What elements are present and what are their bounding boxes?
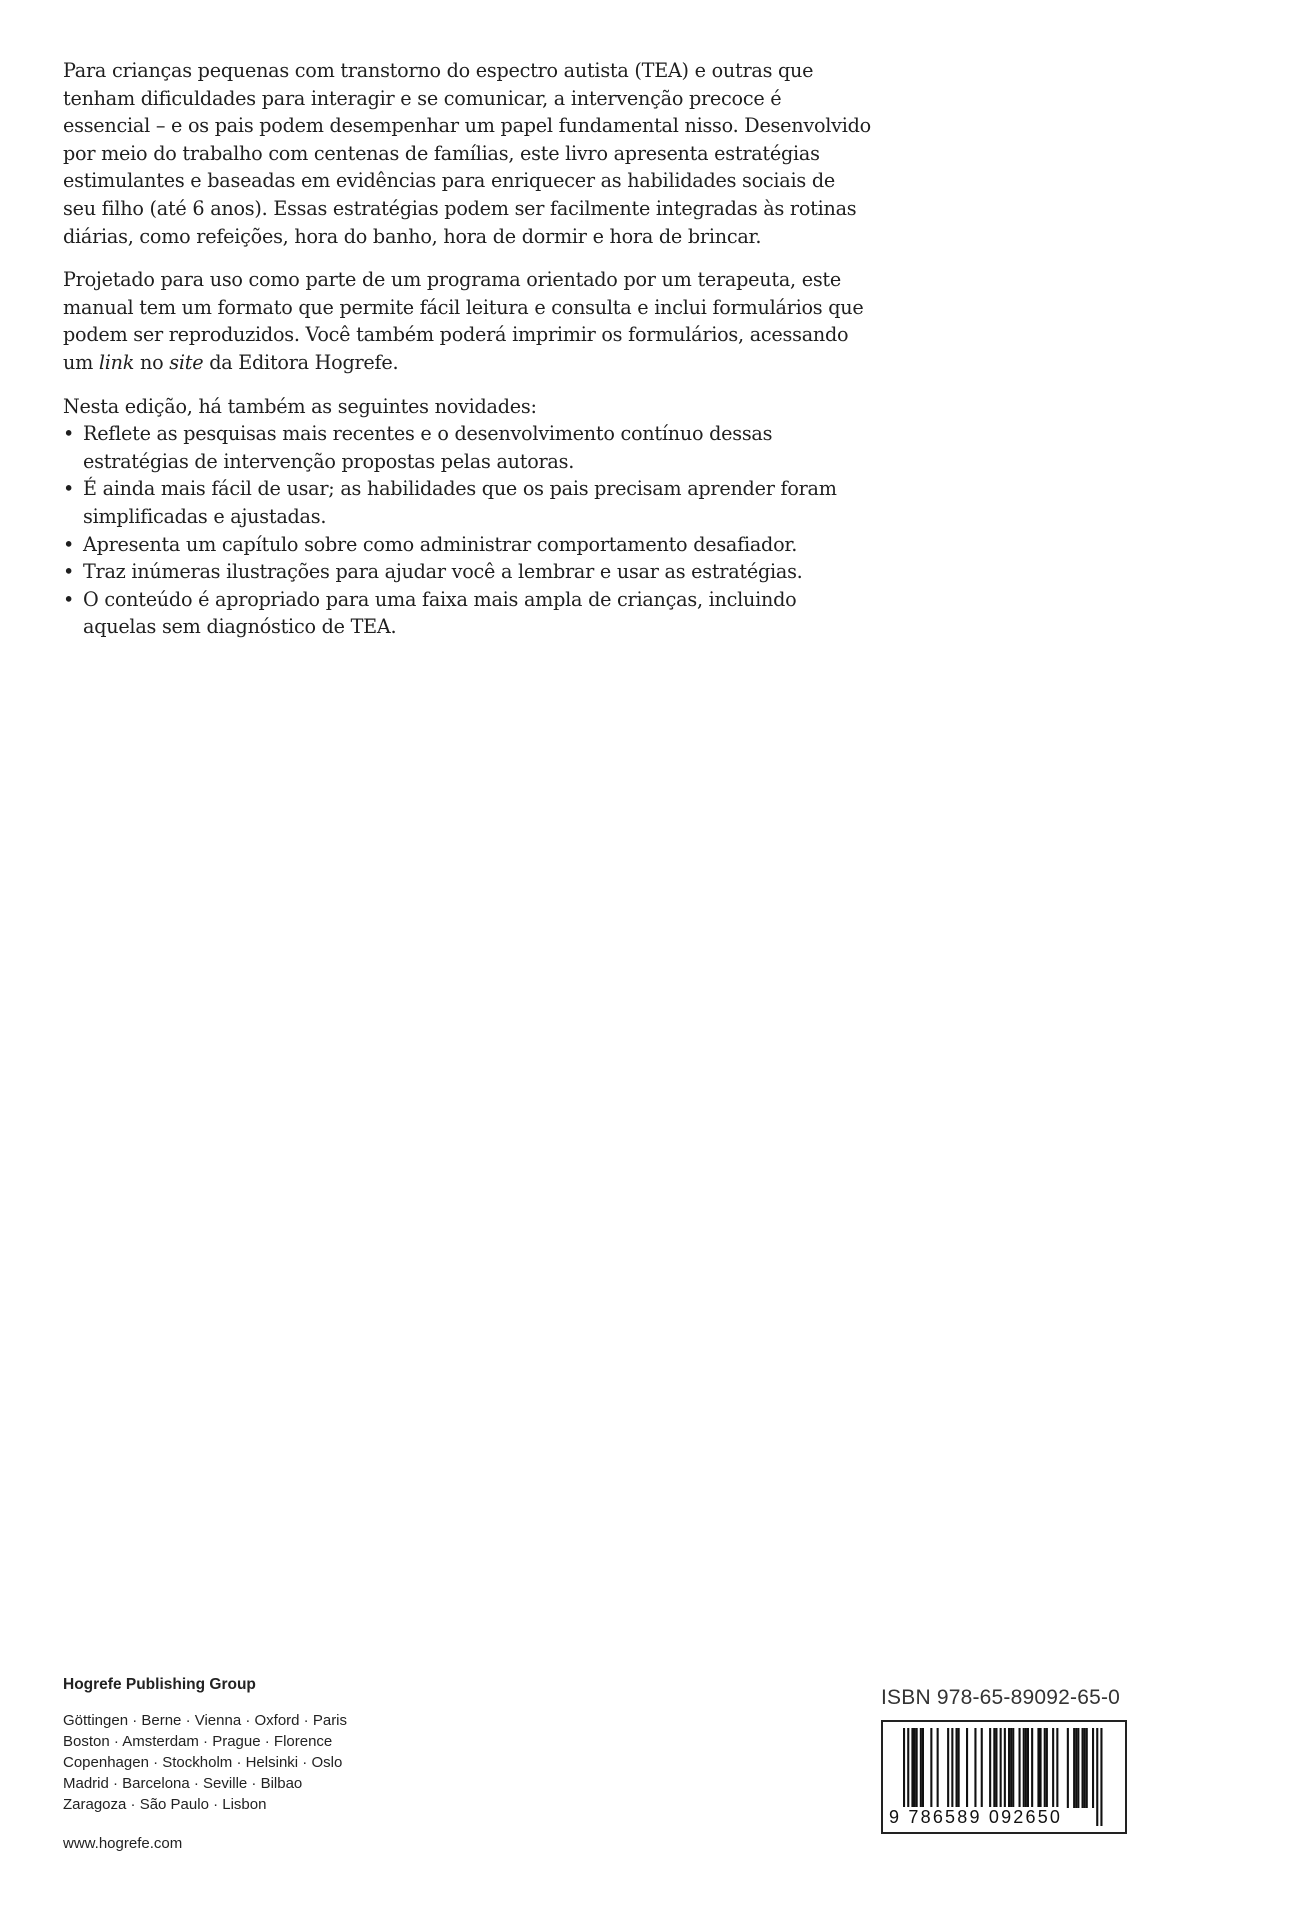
site-word: site — [169, 350, 204, 374]
barcode-bar — [995, 1728, 997, 1808]
list-item — [63, 558, 873, 586]
barcode-bar — [1025, 1728, 1027, 1808]
barcode-bar — [1046, 1728, 1048, 1808]
list-item — [63, 420, 873, 475]
barcode-bar — [916, 1728, 918, 1808]
back-cover-description — [63, 57, 873, 641]
description-paragraph-2 — [63, 266, 873, 376]
city-line: Boston · Amsterdam · Prague · Florence — [63, 1733, 333, 1750]
list-item-text: Reflete as pesquisas mais recentes e o desenvolvimento contínuo dessas estratégias de intervenção propostas pelas autoras. — [83, 422, 773, 473]
barcode-bar — [1023, 1728, 1025, 1808]
barcode-bar — [1073, 1728, 1075, 1808]
city-line: Madrid · Barcelona · Seville · Bilbao — [63, 1775, 303, 1792]
list-item — [63, 475, 873, 530]
barcode-bar — [966, 1728, 968, 1808]
barcode-bar — [1084, 1728, 1086, 1808]
barcode-bar — [989, 1728, 991, 1808]
link-word: link — [98, 350, 135, 374]
barcode-bar — [1031, 1728, 1033, 1808]
barcode-bar — [920, 1728, 922, 1808]
barcode-bar — [974, 1728, 976, 1808]
bullet-icon: • — [63, 422, 75, 446]
bullet-icon: • — [63, 587, 75, 611]
barcode-bar — [922, 1728, 924, 1808]
barcode-bar — [947, 1728, 949, 1808]
publisher-cities — [63, 1710, 347, 1815]
city-line: Göttingen · Berne · Vienna · Oxford · Paris — [63, 1712, 348, 1729]
barcode-bar — [1077, 1728, 1079, 1808]
barcode-bar — [1037, 1728, 1039, 1808]
city-line: Copenhagen · Stockholm · Helsinki · Oslo — [63, 1754, 343, 1771]
barcode-bar — [1010, 1728, 1012, 1808]
list-item — [63, 586, 873, 641]
bullet-icon: • — [63, 477, 75, 501]
publisher-website: www.hogrefe.com — [63, 1835, 183, 1852]
paragraph-2-part-1: Projetado para uso como parte de um programa orientado por um terapeuta, este manual tem um formato que permite fácil leitura e consulta e inclui formulários que podem ser reproduzidos. Você também poderá imprimir os formulários, acessando um — [63, 268, 864, 374]
publisher-name: Hogrefe Publishing Group — [63, 1676, 256, 1693]
barcode-bar — [930, 1728, 932, 1808]
list-item-text: É ainda mais fácil de usar; as habilidades que os pais precisam aprender foram simplificadas e ajustadas. — [83, 477, 837, 528]
publisher-info — [63, 1676, 347, 1852]
bullet-icon: • — [63, 532, 75, 556]
isbn-barcode — [881, 1720, 1127, 1834]
barcode-bar — [1075, 1728, 1077, 1808]
description-paragraph-1: Para crianças pequenas com transtorno do espectro autista (TEA) e outras que tenham dificuldades para interagir e se comunicar, a intervenção precoce é essencial – e os pais podem desempenhar um papel fundamental nisso. Desenvolvido por meio do trabalho com centenas de famílias, este livro apresenta estratégias estimulantes e baseadas em evidências para enriquecer as habilidades sociais de seu filho (até 6 anos). Essas estratégias podem ser facilmente integradas às rotinas diárias, como refeições, hora do banho, hora de dormir e hora de brincar. — [63, 59, 871, 248]
paragraph-2-part-3: da Editora Hogrefe. — [203, 350, 399, 374]
barcode-bar — [981, 1728, 983, 1808]
list-item-text: Apresenta um capítulo sobre como administrar comportamento desafiador. — [83, 532, 798, 556]
barcode-bar — [1019, 1728, 1021, 1808]
list-item — [63, 531, 873, 559]
isbn-number: ISBN 978-65-89092-65-0 — [881, 1686, 1121, 1709]
list-item-text: O conteúdo é apropriado para uma faixa mais ampla de crianças, incluindo aquelas sem diagnóstico de TEA. — [83, 587, 797, 639]
barcode-bar — [958, 1728, 960, 1808]
barcode-bar — [1096, 1728, 1098, 1826]
barcode-bar — [1044, 1728, 1046, 1808]
barcode-bar — [1092, 1728, 1094, 1808]
barcode-bar — [951, 1728, 953, 1808]
list-intro: Nesta edição, há também as seguintes novidades: — [63, 394, 537, 418]
barcode-bar — [993, 1728, 995, 1808]
bullet-icon: • — [63, 560, 75, 584]
barcode-bar — [1052, 1728, 1054, 1808]
barcode-bar — [1008, 1728, 1010, 1808]
barcode-bar — [911, 1728, 913, 1808]
isbn-block — [881, 1686, 1127, 1834]
novelties-list — [63, 420, 873, 641]
barcode-bar — [1012, 1728, 1014, 1808]
barcode-bar — [937, 1728, 939, 1808]
barcode-bar — [1067, 1728, 1069, 1808]
barcode-bar — [1082, 1728, 1084, 1808]
barcode-bar — [1027, 1728, 1029, 1808]
list-item-text: Traz inúmeras ilustrações para ajudar você a lembrar e usar as estratégias. — [83, 560, 803, 584]
barcode-bar — [1040, 1728, 1042, 1808]
barcode-bar — [1056, 1728, 1058, 1808]
paragraph-2-part-2: no — [134, 350, 170, 374]
barcode-bar — [956, 1728, 958, 1808]
barcode-bar — [1100, 1728, 1102, 1826]
city-line: Zaragoza · São Paulo · Lisbon — [63, 1796, 267, 1813]
barcode-digits: 9 786589 092650 — [889, 1807, 1063, 1827]
barcode-bar — [914, 1728, 916, 1808]
barcode-bar — [1086, 1728, 1088, 1808]
